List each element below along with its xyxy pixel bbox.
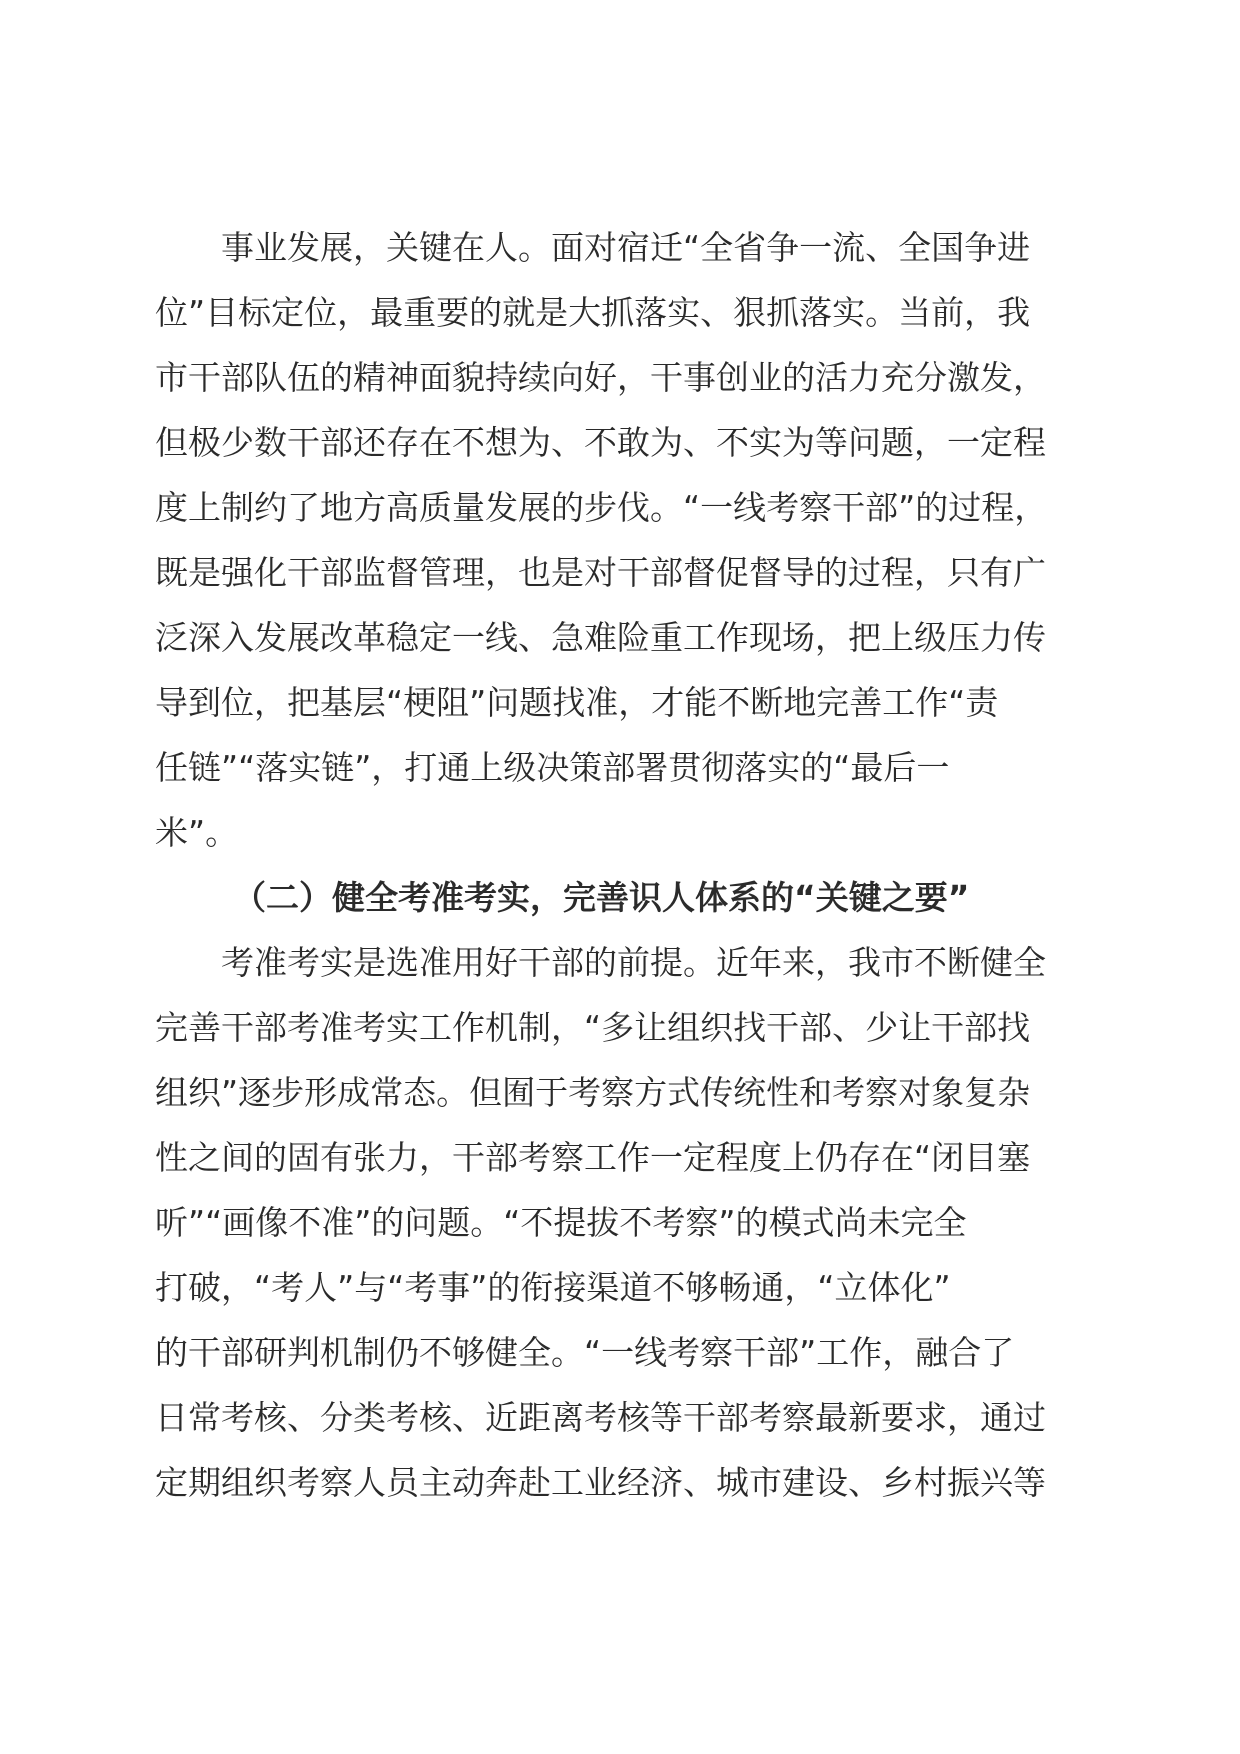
paragraph-line: 组织”逐步形成常态。但囿于考察方式传统性和考察对象复杂 — [155, 1073, 1031, 1112]
paragraph-line: 考准考实是选准用好干部的前提。近年来，我市不断健全 — [221, 943, 1046, 982]
paragraph-line: 性之间的固有张力，干部考察工作一定程度上仍存在“闭目塞 — [155, 1138, 1031, 1177]
paragraph-line: 米”。 — [155, 813, 239, 852]
paragraph-line: 但极少数干部还存在不想为、不敢为、不实为等问题，一定程 — [155, 423, 1046, 462]
paragraph-line: 泛深入发展改革稳定一线、急难险重工作现场，把上级压力传 — [155, 618, 1046, 657]
paragraph-line: 事业发展，关键在人。面对宿迁“全省争一流、全国争进 — [221, 228, 1031, 267]
paragraph-line: 度上制约了地方高质量发展的步伐。“一线考察干部”的过程， — [155, 488, 1048, 527]
paragraph-line: 定期组织考察人员主动奔赴工业经济、城市建设、乡村振兴等 — [155, 1463, 1046, 1502]
paragraph-2 — [155, 930, 1085, 1515]
paragraph-line: 市干部队伍的精神面貌持续向好，干事创业的活力充分激发， — [155, 358, 1046, 397]
paragraph-line: 导到位，把基层“梗阻”问题找准，才能不断地完善工作“责 — [155, 683, 999, 722]
paragraph-line: 既是强化干部监督管理，也是对干部督促督导的过程，只有广 — [155, 553, 1046, 592]
document-body — [155, 215, 1085, 1515]
paragraph-line: 的干部研判机制仍不够健全。“一线考察干部”工作，融合了 — [155, 1333, 1015, 1372]
paragraph-line: 打破，“考人”与“考事”的衔接渠道不够畅通，“立体化” — [155, 1268, 951, 1307]
paragraph-line: 完善干部考准考实工作机制，“多让组织找干部、少让干部找 — [155, 1008, 1031, 1047]
paragraph-line: 听”“画像不准”的问题。“不提拔不考察”的模式尚未完全 — [155, 1203, 967, 1242]
paragraph-line: 任链”“落实链”，打通上级决策部署贯彻落实的“最后一 — [155, 748, 950, 787]
section-heading: （二）健全考准考实，完善识人体系的“关键之要” — [233, 878, 970, 917]
paragraph-1 — [155, 215, 1085, 865]
paragraph-line: 位”目标定位，最重要的就是大抓落实、狠抓落实。当前，我 — [155, 293, 1031, 332]
paragraph-line: 日常考核、分类考核、近距离考核等干部考察最新要求，通过 — [155, 1398, 1046, 1437]
